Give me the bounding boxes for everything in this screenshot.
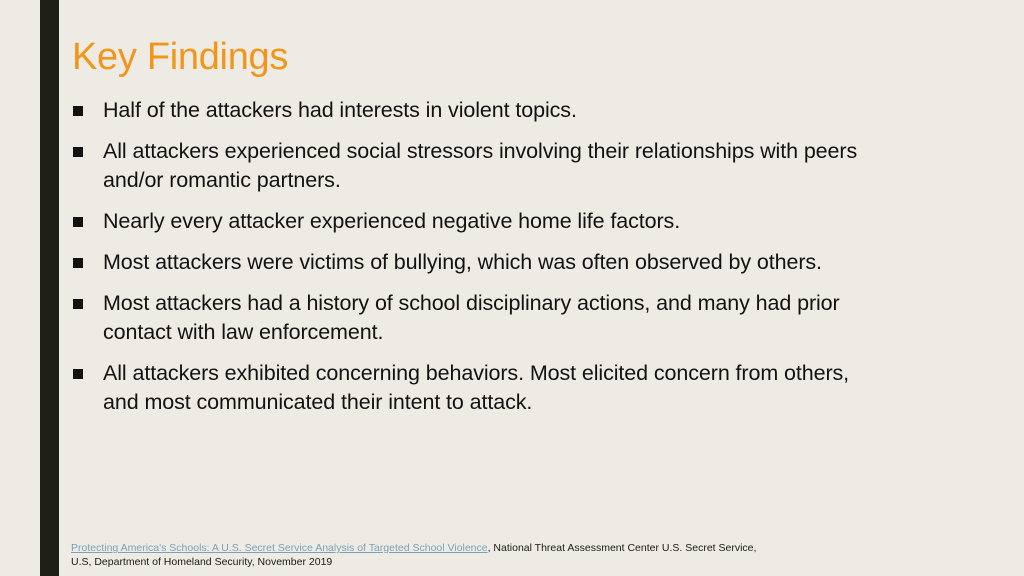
finding-item xyxy=(72,207,872,236)
square-bullet-icon xyxy=(73,217,83,227)
square-bullet-icon xyxy=(73,106,83,116)
finding-item xyxy=(72,359,872,417)
square-bullet-icon xyxy=(73,258,83,268)
citation-department-date: U.S, Department of Homeland Security, November 2019 xyxy=(71,556,333,568)
finding-text: All attackers experienced social stressors involving their relationships with peers and/or romantic partners. xyxy=(103,139,858,192)
findings-list xyxy=(72,96,872,429)
square-bullet-icon xyxy=(73,147,83,157)
finding-text: All attackers exhibited concerning behaviors. Most elicited concern from others, and most communicated their intent to attack. xyxy=(103,361,850,414)
square-bullet-icon xyxy=(73,299,83,309)
finding-text: Nearly every attacker experienced negative home life factors. xyxy=(103,209,681,233)
slide-title: Key Findings xyxy=(72,36,289,78)
side-accent-bar xyxy=(40,0,59,576)
citation-publisher: , National Threat Assessment Center U.S. Secret Service, xyxy=(487,542,757,554)
finding-item xyxy=(72,248,872,277)
finding-text: Half of the attackers had interests in violent topics. xyxy=(103,98,577,122)
finding-item xyxy=(72,289,872,347)
finding-text: Most attackers were victims of bullying, which was often observed by others. xyxy=(103,250,822,274)
finding-item xyxy=(72,96,872,125)
source-report-link[interactable]: Protecting America's Schools: A U.S. Secret Service Analysis of Targeted School Violence xyxy=(71,542,488,554)
source-citation xyxy=(71,541,831,569)
finding-text: Most attackers had a history of school disciplinary actions, and many had prior contact with law enforcement. xyxy=(103,291,840,344)
finding-item xyxy=(72,137,872,195)
square-bullet-icon xyxy=(73,369,83,379)
